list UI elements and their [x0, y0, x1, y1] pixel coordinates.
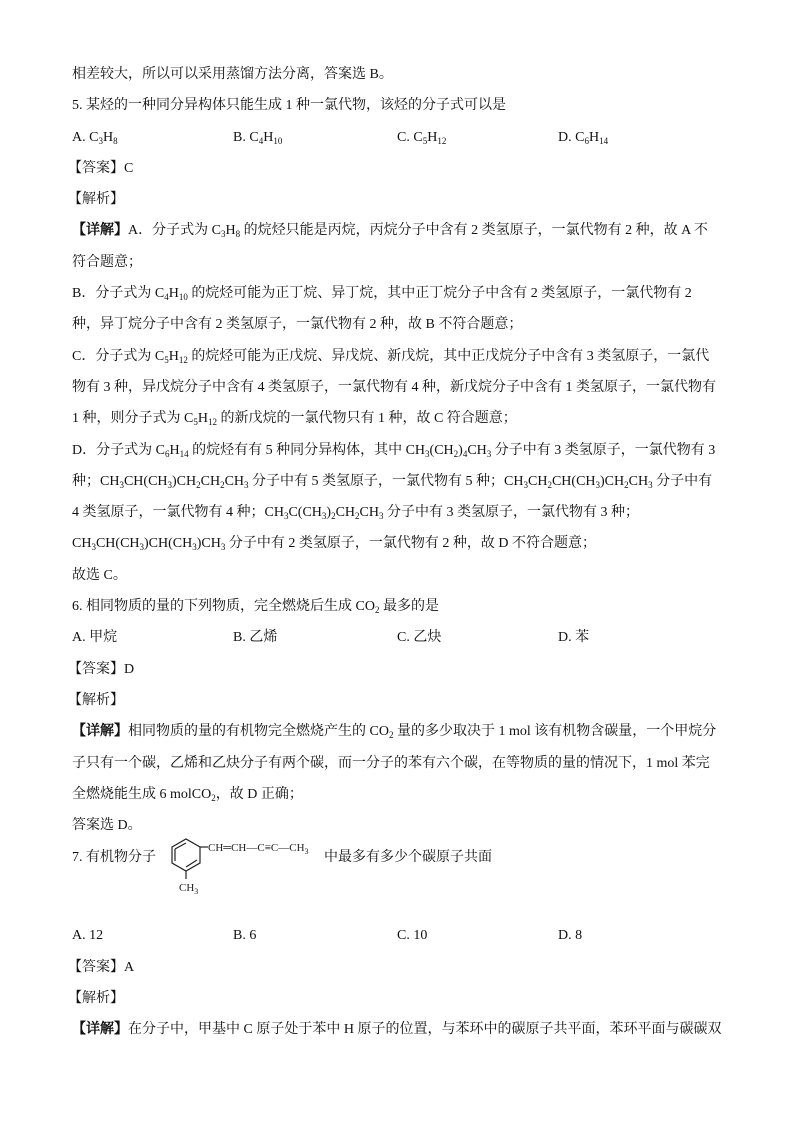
text-run: H: [427, 129, 438, 145]
molecule-structure-image: [158, 835, 328, 899]
section-label-detail: 【详解】: [72, 724, 128, 740]
subscript: 2: [453, 448, 459, 459]
subscript: 2: [355, 511, 360, 522]
text-line: [72, 403, 732, 434]
text-run: 分子中有: [652, 473, 713, 489]
text-run: H: [168, 348, 179, 364]
option: [397, 920, 427, 951]
text-run: ): [326, 505, 332, 521]
text-run: H: [197, 411, 208, 427]
text-run: 最多的是: [379, 599, 439, 615]
subscript: 2: [331, 511, 336, 522]
subscript: 3: [220, 229, 226, 240]
text-line: [68, 952, 732, 983]
text-line: [72, 1014, 732, 1045]
text-run: CH: [224, 473, 245, 489]
option: [558, 622, 589, 653]
molecule-chain-label: $CH═CH—C\equiv C—CH_3$: [208, 842, 309, 857]
text-line: [72, 560, 732, 591]
text-run: CH(CH: [95, 536, 140, 552]
subscript: 3: [119, 479, 124, 490]
subscript: 3: [486, 448, 492, 459]
text-line: [72, 497, 732, 528]
text-line: [68, 983, 732, 1014]
text-run: C(CH: [288, 505, 322, 521]
subscript: 14: [599, 135, 609, 146]
text-run: CH: [72, 536, 92, 552]
text-run: H: [102, 129, 114, 145]
text-run: CH: [467, 442, 487, 458]
text-run: A. 甲烷: [72, 630, 118, 646]
text-run: ，故 D 正确；: [215, 786, 303, 802]
subscript: 4: [164, 292, 169, 303]
text-run: H: [588, 129, 600, 145]
text-run: 全燃烧能生成 6 molCO: [72, 786, 212, 802]
subscript: 3: [648, 479, 653, 490]
option: [72, 920, 103, 951]
text-run: )CH: [172, 473, 197, 489]
subscript: 3: [378, 511, 384, 522]
text-run: 故选 C。: [72, 567, 127, 583]
subscript: 3: [595, 479, 601, 490]
text-run: 子只有一个碳，乙烯和乙炔分子有两个碳，而一分子的苯有六个碳，在等物质的量的情况下，1 mol 苯完: [72, 755, 710, 771]
text-run: 的烷烃只能是丙烷，丙烷分子中含有 2 类氢原子，一氯代物有 2 种，故 A 不: [240, 223, 708, 239]
subscript: 3: [283, 511, 289, 522]
subscript: 4: [258, 135, 264, 146]
subscript: 12: [178, 354, 188, 365]
text-run: C. 乙炔: [397, 630, 442, 646]
subscript: 2: [196, 479, 201, 490]
text-line: [72, 466, 732, 497]
section-label: 【答案】: [68, 959, 124, 975]
text-run: 答案选 D。: [72, 818, 142, 834]
text-run: A. 12: [72, 928, 104, 944]
text-run: H: [225, 223, 236, 239]
text-line: [72, 309, 732, 340]
subscript: 8: [235, 229, 241, 240]
text-run: )CH(CH: [144, 536, 193, 552]
text-run: CH: [200, 473, 221, 489]
question-7: [72, 841, 732, 903]
subscript: 12: [437, 135, 447, 146]
text-run: ): [458, 442, 463, 458]
text-run: 相差较大，所以可以采用蒸馏方法分离，答案选 B。: [72, 67, 393, 82]
section-label: 【解析】: [68, 991, 124, 1007]
text-run: B. 6: [233, 928, 257, 944]
text-run: H: [168, 286, 179, 302]
text-run: CH: [528, 473, 548, 489]
text-run: 的烷烃可能为正丁烷、异丁烷，其中正丁烷分子中含有 2 类氢原子，一氯代物有 2: [187, 286, 692, 302]
subscript: 4: [462, 448, 468, 459]
molecule-methyl-label: $CH_3$: [179, 882, 199, 897]
subscript: 2: [374, 605, 380, 616]
subscript: 12: [207, 417, 217, 428]
text-run: 的新戊烷的一氯代物只有 1 种，故 C 符合题意；: [216, 411, 517, 427]
subscript: 3: [167, 479, 173, 490]
document-page: [68, 59, 732, 1046]
text-line: [68, 685, 732, 716]
text-line: [68, 153, 732, 184]
text-block-q4-q6: [68, 59, 732, 841]
subscript: 3: [244, 479, 249, 490]
text-run: 5. 某烃的一种同分异构体只能生成 1 种一氯代物，该烃的分子式可以是: [72, 98, 506, 114]
text-line: [68, 184, 732, 215]
subscript: 2: [220, 479, 225, 490]
subscript: 3: [139, 542, 145, 553]
option: [558, 920, 582, 951]
text-run: CH: [359, 505, 379, 521]
subscript: 3: [220, 542, 226, 553]
section-label-detail: 【详解】: [72, 1022, 128, 1038]
text-run: D. 8: [558, 928, 583, 944]
subscript: 6: [164, 448, 170, 459]
option: [558, 122, 608, 153]
text-run: )CH: [600, 473, 625, 489]
text-line: [72, 716, 732, 747]
text-block-q7-answer: [68, 920, 732, 1045]
text-run: C. C: [397, 129, 423, 145]
section-label-detail: 【详解】: [72, 223, 128, 239]
text-run: CH: [628, 473, 649, 489]
subscript: 5: [422, 135, 428, 146]
text-run: 分子中有 3 类氢原子，一氯代物有 3 种；: [383, 505, 639, 521]
benzene-ring-icon: [172, 839, 208, 879]
subscript: 3: [192, 542, 197, 553]
subscript: 10: [178, 292, 188, 303]
text-line: [72, 779, 732, 810]
option: [233, 622, 277, 653]
text-run: 种；CH: [72, 473, 120, 489]
question-7-prefix: 7. 有机物分子: [72, 850, 156, 866]
subscript: 3: [425, 448, 430, 459]
text-run: D. 苯: [558, 630, 590, 646]
text-run: )CH: [196, 536, 221, 552]
text-line: [72, 59, 732, 90]
text-run: 分子中有 2 类氢原子，一氯代物有 2 种，故 D 不符合题意；: [225, 536, 596, 552]
text-run: 分子中有 3 类氢原子，一氯代物有 3: [491, 442, 716, 458]
subscript: 2: [388, 730, 394, 741]
text-run: 1 种，则分子式为 C: [72, 411, 194, 427]
text-run: A: [124, 959, 135, 975]
text-run: 种，异丁烷分子中含有 2 类氢原子，一氯代物有 2 种，故 B 不符合题意；: [72, 317, 523, 333]
text-run: H: [169, 442, 180, 458]
options-row: [72, 920, 732, 951]
text-run: D. C: [558, 129, 585, 145]
text-line: [72, 278, 732, 309]
text-run: C. 10: [397, 928, 428, 944]
text-run: 在分子中，甲基中 C 原子处于苯中 H 原子的位置，与苯环中的碳原子共平面，苯环平面与碳碳双: [128, 1022, 722, 1038]
text-run: 分子中有 5 类氢原子，一氯代物有 5 种；CH: [248, 473, 524, 489]
subscript: 10: [273, 135, 283, 146]
text-line: [72, 435, 732, 466]
subscript: 2: [211, 792, 216, 803]
section-label: 【解析】: [68, 192, 124, 208]
text-run: 的烷烃可能为正戊烷、异戊烷、新戊烷，其中正戊烷分子中含有 3 类氢原子，一氯代: [187, 348, 710, 364]
section-label: 【解析】: [68, 692, 124, 708]
text-run: CH(CH: [551, 473, 596, 489]
option: [72, 122, 118, 153]
text-run: 的烷烃有有 5 种同分异构体，其中 CH: [188, 442, 426, 458]
text-run: A. C: [72, 129, 99, 145]
text-run: C．分子式为 C: [72, 348, 165, 364]
subscript: 5: [193, 417, 198, 428]
text-run: CH: [335, 505, 356, 521]
text-line: [72, 372, 732, 403]
text-run: D: [124, 661, 135, 677]
subscript: 3: [523, 479, 528, 490]
text-line: [72, 528, 732, 559]
text-run: CH(CH: [123, 473, 168, 489]
text-run: B. 乙烯: [233, 630, 278, 646]
option: [397, 122, 446, 153]
question-7-suffix: 中最多有多少个碳原子共面: [324, 850, 492, 866]
section-label: 【答案】: [68, 661, 124, 677]
option: [233, 122, 282, 153]
text-line: [72, 591, 732, 622]
text-line: [72, 247, 732, 278]
options-row: [72, 622, 732, 653]
text-run: A．分子式为 C: [128, 223, 221, 239]
options-row: [72, 122, 732, 153]
text-run: (CH: [429, 442, 454, 458]
option: [233, 920, 256, 951]
text-run: 相同物质的量的有机物完全燃烧产生的 CO: [128, 724, 389, 740]
subscript: 6: [584, 135, 589, 146]
text-line: [72, 215, 732, 246]
text-run: 符合题意；: [72, 254, 142, 270]
text-line: [72, 341, 732, 372]
section-label: 【答案】: [68, 160, 124, 176]
text-line: [72, 748, 732, 779]
text-line: [72, 90, 732, 121]
text-run: 物有 3 种，异戊烷分子中含有 4 类氢原子，一氯代物有 4 种，新戊烷分子中含有 1 类氢原子，一氯代物有: [72, 379, 716, 395]
subscript: 3: [321, 511, 327, 522]
text-run: 4 类氢原子，一氯代物有 4 种；CH: [72, 505, 284, 521]
subscript: 8: [113, 135, 118, 146]
text-run: B. C: [233, 129, 259, 145]
subscript: 3: [98, 135, 103, 146]
option: [72, 622, 117, 653]
subscript: 5: [164, 354, 169, 365]
option: [397, 622, 441, 653]
subscript: 3: [91, 542, 96, 553]
text-run: 6. 相同物质的量的下列物质，完全燃烧后生成 CO: [72, 599, 375, 615]
text-run: B．分子式为 C: [72, 286, 165, 302]
text-run: 量的多少取决于 1 mol 该有机物含碳量，一个甲烷分: [393, 724, 717, 740]
text-run: C: [124, 160, 134, 176]
text-run: H: [263, 129, 274, 145]
subscript: 2: [624, 479, 629, 490]
text-line: [68, 654, 732, 685]
subscript: 2: [547, 479, 552, 490]
subscript: 14: [179, 448, 189, 459]
text-run: D．分子式为 C: [72, 442, 165, 458]
